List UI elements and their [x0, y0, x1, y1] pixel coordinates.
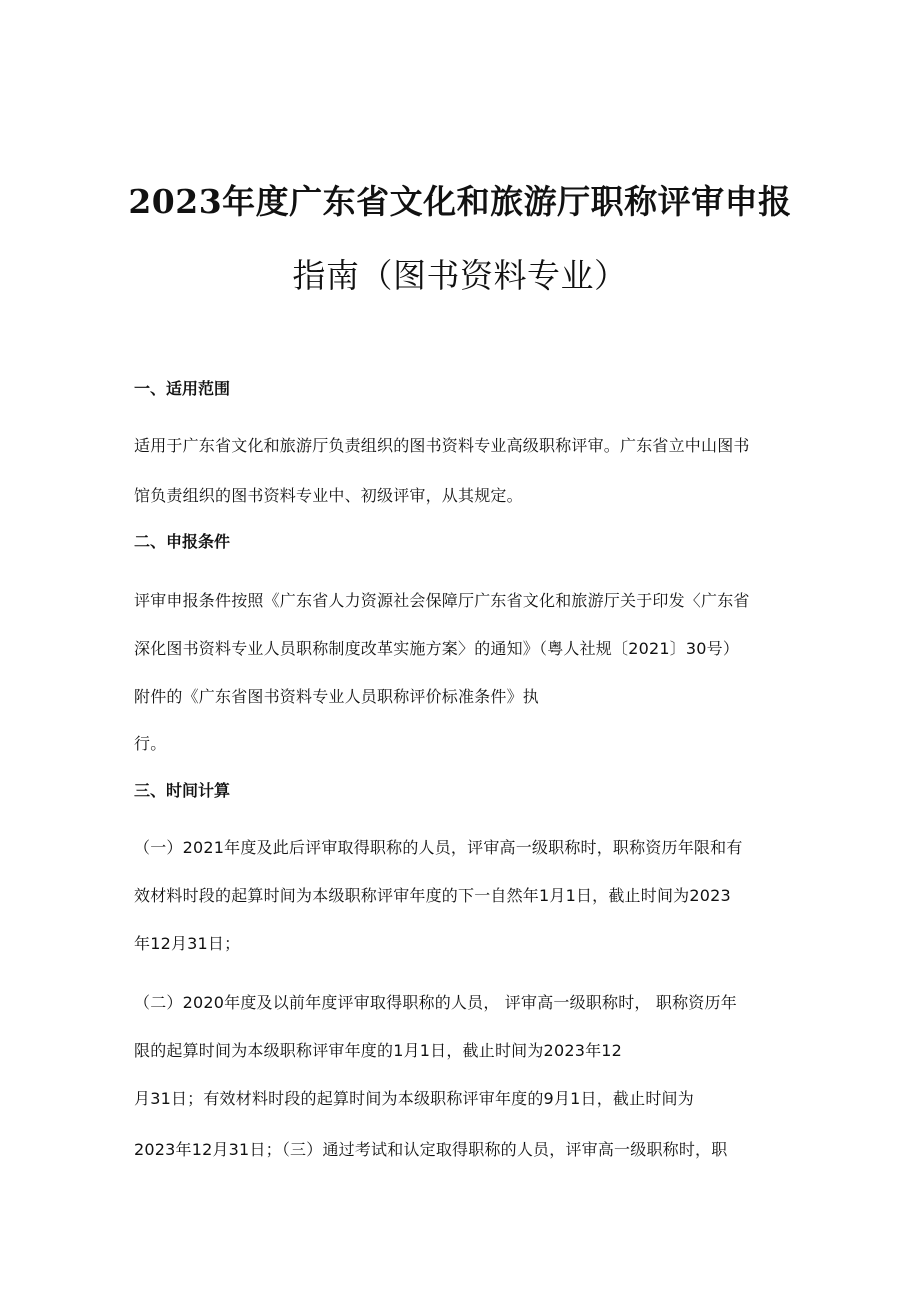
section-heading-scope: 一、适用范围 [134, 379, 231, 398]
document-title-line-2: 指南（图书资料专业） [292, 256, 628, 295]
section-heading-conditions: 二、申报条件 [134, 532, 231, 551]
section-heading-time-calculation: 三、时间计算 [134, 781, 231, 800]
paragraph-line: 效材料时段的起算时间为本级职称评审年度的下一自然年1月1日，截止时间为2023 [134, 886, 731, 905]
paragraph-line: 年12月31日； [134, 934, 241, 953]
document-title-line-1: 2023年度广东省文化和旅游厅职称评审申报 [128, 182, 792, 221]
paragraph-line: （一）2021年度及此后评审取得职称的人员，评审高一级职称时，职称资历年限和有 [134, 838, 743, 857]
paragraph-line: 2023年12月31日；（三）通过考试和认定取得职称的人员，评审高一级职称时，职 [134, 1140, 728, 1159]
paragraph-line: 深化图书资料专业人员职称制度改革实施方案〉的通知》（粤人社规〔2021〕30号） [134, 639, 740, 658]
paragraph-line: （二）2020年度及以前年度评审取得职称的人员， 评审高一级职称时， 职称资历年 [134, 993, 737, 1012]
paragraph-line: 馆负责组织的图书资料专业中、初级评审，从其规定。 [134, 486, 523, 505]
paragraph-line: 适用于广东省文化和旅游厅负责组织的图书资料专业高级职称评审。广东省立中山图书 [134, 436, 750, 455]
paragraph-line: 附件的《广东省图书资料专业人员职称评价标准条件》执 [134, 687, 540, 706]
paragraph-line: 月31日；有效材料时段的起算时间为本级职称评审年度的9月1日，截止时间为 [134, 1089, 694, 1108]
paragraph-line: 行。 [134, 734, 167, 753]
paragraph-line: 限的起算时间为本级职称评审年度的1月1日，截止时间为2023年12 [134, 1041, 623, 1060]
paragraph-line: 评审申报条件按照《广东省人力资源社会保障厅广东省文化和旅游厅关于印发〈广东省 [134, 591, 750, 610]
